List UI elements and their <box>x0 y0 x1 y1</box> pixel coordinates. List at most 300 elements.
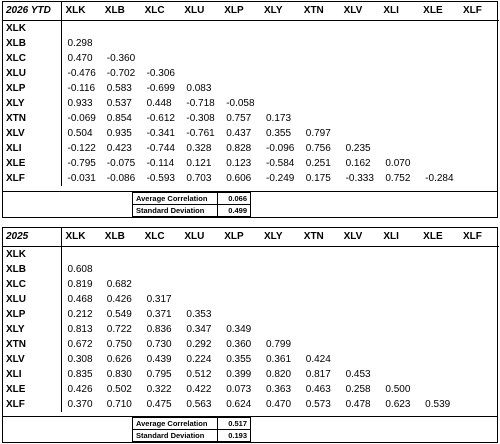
correlation-cell: -0.476 <box>67 68 96 79</box>
empty-cell <box>180 292 220 307</box>
summary-stats <box>132 417 251 442</box>
standard-deviation-value: 0.193 <box>218 430 251 442</box>
correlation-cell: -0.096 <box>265 143 295 154</box>
correlation-cell: 0.933 <box>67 98 93 109</box>
empty-cell <box>141 21 181 37</box>
correlation-cell: -0.612 <box>146 113 175 124</box>
correlation-cell: 0.423 <box>106 143 132 154</box>
correlation-cell: -0.306 <box>146 68 175 79</box>
empty-cell <box>379 21 419 37</box>
matrix-row <box>3 322 499 337</box>
empty-cell <box>459 337 499 352</box>
empty-cell <box>340 247 380 263</box>
column-header: XLI <box>379 228 419 247</box>
matrix-title: 2026 YTD <box>3 2 61 21</box>
correlation-cell: 0.836 <box>146 324 172 335</box>
correlation-cell: 0.453 <box>345 369 371 380</box>
average-correlation-row <box>133 193 251 205</box>
matrix-row <box>3 36 499 51</box>
column-header: XLF <box>459 2 499 21</box>
empty-cell <box>141 277 181 292</box>
empty-cell <box>379 292 419 307</box>
empty-cell <box>419 337 459 352</box>
empty-cell <box>220 51 260 66</box>
empty-cell <box>459 171 499 186</box>
empty-cell <box>340 307 380 322</box>
matrix-row <box>3 277 499 292</box>
row-label: XLY <box>3 322 61 337</box>
matrix-row <box>3 126 499 141</box>
empty-cell <box>101 262 141 277</box>
row-label: XLF <box>3 397 61 412</box>
correlation-cell: 0.795 <box>146 369 172 380</box>
correlation-cell: 0.672 <box>67 339 93 350</box>
correlation-cell: 0.623 <box>385 399 411 410</box>
correlation-cell: -0.249 <box>265 173 295 184</box>
empty-cell <box>459 307 499 322</box>
empty-cell <box>459 367 499 382</box>
empty-cell <box>340 262 380 277</box>
correlation-cell: 0.258 <box>345 384 371 395</box>
correlation-cell: 0.830 <box>106 369 132 380</box>
empty-cell <box>459 262 499 277</box>
correlation-cell: 0.212 <box>67 309 93 320</box>
correlation-cell: -0.075 <box>106 158 136 169</box>
empty-cell <box>340 36 380 51</box>
empty-cell <box>340 51 380 66</box>
row-label: XTN <box>3 111 61 126</box>
matrix-row <box>3 156 499 171</box>
correlation-matrix <box>3 2 499 186</box>
empty-cell <box>300 96 340 111</box>
empty-cell <box>419 292 459 307</box>
empty-cell <box>459 277 499 292</box>
correlation-cell: 0.251 <box>305 158 331 169</box>
empty-cell <box>419 247 459 263</box>
matrix-row <box>3 21 499 37</box>
correlation-cell: -0.086 <box>106 173 136 184</box>
matrix-row <box>3 247 499 263</box>
correlation-cell: 0.817 <box>305 369 331 380</box>
matrix-header-row <box>3 228 499 247</box>
correlation-cell: -0.114 <box>146 158 175 169</box>
empty-cell <box>300 262 340 277</box>
correlation-cell: -0.031 <box>67 173 96 184</box>
empty-cell <box>379 81 419 96</box>
empty-cell <box>260 322 300 337</box>
correlation-cell: 0.448 <box>146 98 172 109</box>
empty-cell <box>459 96 499 111</box>
correlation-cell: 0.624 <box>226 399 252 410</box>
correlation-cell: 0.308 <box>67 354 93 365</box>
matrix-row <box>3 96 499 111</box>
row-label: XLV <box>3 126 61 141</box>
row-label: XTN <box>3 337 61 352</box>
correlation-cell: -0.341 <box>146 128 175 139</box>
empty-cell <box>379 66 419 81</box>
matrix-row <box>3 66 499 81</box>
matrix-row <box>3 382 499 397</box>
row-label: XLC <box>3 277 61 292</box>
column-header: XLE <box>419 228 459 247</box>
empty-cell <box>101 247 141 263</box>
correlation-cell: 0.371 <box>146 309 172 320</box>
empty-cell <box>419 96 459 111</box>
correlation-cell: 0.608 <box>67 264 93 275</box>
correlation-cell: 0.682 <box>106 279 132 290</box>
correlation-cell: 0.426 <box>106 294 132 305</box>
correlation-cell: 0.347 <box>186 324 212 335</box>
column-header: XLU <box>180 228 220 247</box>
empty-cell <box>459 322 499 337</box>
empty-cell <box>419 322 459 337</box>
matrix-row <box>3 111 499 126</box>
average-correlation-value: 0.517 <box>218 418 251 430</box>
correlation-cell: 0.819 <box>67 279 93 290</box>
correlation-cell: 0.710 <box>106 399 132 410</box>
empty-cell <box>459 156 499 171</box>
correlation-cell: 0.162 <box>345 158 371 169</box>
correlation-cell: 0.437 <box>226 128 252 139</box>
correlation-cell: 0.328 <box>186 143 212 154</box>
empty-cell <box>220 21 260 37</box>
matrix-row <box>3 292 499 307</box>
empty-cell <box>300 337 340 352</box>
empty-cell <box>220 66 260 81</box>
empty-cell <box>419 81 459 96</box>
correlation-cell: 0.573 <box>305 399 331 410</box>
empty-cell <box>379 322 419 337</box>
correlation-cell: 0.123 <box>226 158 252 169</box>
empty-cell <box>220 247 260 263</box>
empty-cell <box>101 21 141 37</box>
empty-cell <box>141 247 181 263</box>
row-label: XLY <box>3 96 61 111</box>
correlation-cell: 0.224 <box>186 354 212 365</box>
empty-cell <box>141 36 181 51</box>
empty-cell <box>340 96 380 111</box>
summary-stats <box>132 192 251 217</box>
correlation-cell: 0.426 <box>67 384 93 395</box>
empty-cell <box>260 81 300 96</box>
empty-cell <box>340 337 380 352</box>
empty-cell <box>459 382 499 397</box>
empty-cell <box>459 247 499 263</box>
column-header: XLF <box>459 228 499 247</box>
correlation-cell: 0.820 <box>265 369 292 380</box>
correlation-cell: 0.537 <box>106 98 132 109</box>
correlation-cell: 0.463 <box>305 384 331 395</box>
empty-cell <box>260 51 300 66</box>
empty-cell <box>220 81 260 96</box>
correlation-cell: -0.116 <box>67 83 96 94</box>
correlation-cell: 0.512 <box>186 369 212 380</box>
correlation-cell: -0.284 <box>425 173 454 184</box>
correlation-cell: 0.563 <box>186 399 212 410</box>
correlation-cell: 0.500 <box>385 384 411 395</box>
correlation-cell: 0.355 <box>265 128 292 139</box>
row-label: XLP <box>3 81 61 96</box>
empty-cell <box>379 141 419 156</box>
correlation-cell: 0.361 <box>265 354 292 365</box>
correlation-cell: -0.718 <box>186 98 215 109</box>
empty-cell <box>300 111 340 126</box>
correlation-cell: -0.744 <box>146 143 175 154</box>
empty-cell <box>260 292 300 307</box>
empty-cell <box>101 36 141 51</box>
empty-cell <box>300 36 340 51</box>
empty-cell <box>419 141 459 156</box>
correlation-cell: -0.333 <box>345 173 374 184</box>
correlation-cell: 0.854 <box>106 113 132 124</box>
correlation-cell: 0.475 <box>146 399 172 410</box>
matrix-header-row <box>3 2 499 21</box>
correlation-cell: 0.370 <box>67 399 93 410</box>
column-header: XTN <box>300 2 340 21</box>
empty-cell <box>300 81 340 96</box>
standard-deviation-row <box>133 205 251 217</box>
column-header: XLK <box>61 228 101 247</box>
empty-cell <box>340 66 380 81</box>
column-header: XTN <box>300 228 340 247</box>
empty-cell <box>300 247 340 263</box>
row-label: XLI <box>3 367 61 382</box>
empty-cell <box>379 367 419 382</box>
correlation-cell: 0.539 <box>425 399 451 410</box>
correlation-cell: 0.422 <box>186 384 212 395</box>
empty-cell <box>180 247 220 263</box>
correlation-cell: 0.502 <box>106 384 132 395</box>
correlation-cell: 0.722 <box>106 324 132 335</box>
column-header: XLU <box>180 2 220 21</box>
matrix-row <box>3 171 499 186</box>
column-header: XLE <box>419 2 459 21</box>
ytd-correlation-block <box>2 1 498 218</box>
row-label: XLI <box>3 141 61 156</box>
correlation-cell: -0.699 <box>146 83 175 94</box>
correlation-cell: -0.795 <box>67 158 96 169</box>
correlation-cell: -0.761 <box>186 128 215 139</box>
correlation-cell: 0.606 <box>226 173 252 184</box>
empty-cell <box>459 51 499 66</box>
empty-cell <box>379 307 419 322</box>
matrix-row <box>3 367 499 382</box>
empty-cell <box>379 111 419 126</box>
empty-cell <box>419 66 459 81</box>
correlation-cell: 0.353 <box>186 309 212 320</box>
row-label: XLK <box>3 21 61 37</box>
empty-cell <box>220 292 260 307</box>
column-header: XLV <box>340 2 380 21</box>
empty-cell <box>141 51 181 66</box>
row-label: XLB <box>3 262 61 277</box>
empty-cell <box>340 322 380 337</box>
correlation-cell: 0.797 <box>305 128 331 139</box>
row-label: XLK <box>3 247 61 263</box>
row-label: XLU <box>3 66 61 81</box>
correlation-cell: 0.828 <box>226 143 252 154</box>
column-header: XLP <box>220 228 260 247</box>
correlation-cell: -0.058 <box>226 98 255 109</box>
correlation-cell: 0.813 <box>67 324 93 335</box>
correlation-cell: 0.470 <box>265 399 292 410</box>
empty-cell <box>340 292 380 307</box>
empty-cell <box>260 36 300 51</box>
empty-cell <box>419 51 459 66</box>
correlation-cell: 0.121 <box>186 158 212 169</box>
average-correlation-label: Average Correlation <box>133 193 218 205</box>
correlation-cell: 0.317 <box>146 294 172 305</box>
y2025-correlation-block <box>2 227 498 443</box>
correlation-cell: 0.083 <box>186 83 212 94</box>
matrix-row <box>3 352 499 367</box>
empty-cell <box>300 277 340 292</box>
matrix-row <box>3 141 499 156</box>
empty-cell <box>419 126 459 141</box>
empty-cell <box>180 66 220 81</box>
empty-cell <box>180 262 220 277</box>
empty-cell <box>379 96 419 111</box>
empty-cell <box>419 156 459 171</box>
correlation-cell: 0.349 <box>226 324 252 335</box>
column-header: XLY <box>260 2 300 21</box>
empty-cell <box>220 262 260 277</box>
empty-cell <box>419 307 459 322</box>
column-header: XLI <box>379 2 419 21</box>
empty-cell <box>340 81 380 96</box>
column-header: XLK <box>61 2 101 21</box>
row-label: XLE <box>3 156 61 171</box>
empty-cell <box>180 36 220 51</box>
empty-cell <box>61 21 101 37</box>
empty-cell <box>419 367 459 382</box>
empty-cell <box>300 21 340 37</box>
column-header: XLP <box>220 2 260 21</box>
empty-cell <box>419 21 459 37</box>
correlation-cell: -0.702 <box>106 68 136 79</box>
correlation-cell: -0.593 <box>146 173 175 184</box>
correlation-cell: 0.173 <box>265 113 292 124</box>
empty-cell <box>419 277 459 292</box>
matrix-row <box>3 51 499 66</box>
correlation-cell: 0.355 <box>226 354 252 365</box>
average-correlation-label: Average Correlation <box>133 418 218 430</box>
correlation-cell: -0.584 <box>265 158 295 169</box>
correlation-cell: 0.360 <box>226 339 252 350</box>
empty-cell <box>459 21 499 37</box>
correlation-cell: 0.292 <box>186 339 212 350</box>
empty-cell <box>300 51 340 66</box>
correlation-cell: -0.069 <box>67 113 96 124</box>
empty-cell <box>459 352 499 367</box>
empty-cell <box>300 307 340 322</box>
empty-cell <box>260 247 300 263</box>
matrix-row <box>3 262 499 277</box>
correlation-cell: 0.703 <box>186 173 212 184</box>
empty-cell <box>419 382 459 397</box>
empty-cell <box>459 126 499 141</box>
correlation-cell: 0.730 <box>146 339 172 350</box>
correlation-cell: 0.363 <box>265 384 292 395</box>
empty-cell <box>220 36 260 51</box>
standard-deviation-label: Standard Deviation <box>133 430 218 442</box>
empty-cell <box>379 247 419 263</box>
correlation-cell: 0.298 <box>67 38 93 49</box>
row-label: XLF <box>3 171 61 186</box>
empty-cell <box>61 247 101 263</box>
empty-cell <box>260 262 300 277</box>
standard-deviation-label: Standard Deviation <box>133 205 218 217</box>
empty-cell <box>379 262 419 277</box>
empty-cell <box>260 66 300 81</box>
empty-cell <box>459 66 499 81</box>
empty-cell <box>180 21 220 37</box>
correlation-cell: 0.478 <box>345 399 371 410</box>
row-label: XLV <box>3 352 61 367</box>
empty-cell <box>340 111 380 126</box>
empty-cell <box>379 277 419 292</box>
empty-cell <box>459 141 499 156</box>
correlation-cell: 0.752 <box>385 173 411 184</box>
column-header: XLC <box>141 2 181 21</box>
empty-cell <box>419 352 459 367</box>
row-label: XLE <box>3 382 61 397</box>
correlation-cell: 0.835 <box>67 369 93 380</box>
correlation-cell: 0.399 <box>226 369 252 380</box>
empty-cell <box>459 81 499 96</box>
matrix-row <box>3 81 499 96</box>
empty-cell <box>260 307 300 322</box>
empty-cell <box>340 352 380 367</box>
empty-cell <box>340 126 380 141</box>
column-header: XLC <box>141 228 181 247</box>
row-label: XLP <box>3 307 61 322</box>
correlation-cell: -0.122 <box>67 143 96 154</box>
empty-cell <box>419 111 459 126</box>
correlation-cell: 0.073 <box>226 384 252 395</box>
empty-cell <box>180 51 220 66</box>
empty-cell <box>260 96 300 111</box>
correlation-cell: 0.468 <box>67 294 93 305</box>
empty-cell <box>180 277 220 292</box>
correlation-cell: 0.750 <box>106 339 132 350</box>
empty-cell <box>379 51 419 66</box>
empty-cell <box>220 307 260 322</box>
standard-deviation-row <box>133 430 251 442</box>
average-correlation-value: 0.066 <box>218 193 251 205</box>
empty-cell <box>260 21 300 37</box>
column-header: XLY <box>260 228 300 247</box>
empty-cell <box>379 36 419 51</box>
correlation-matrix <box>3 228 499 412</box>
average-correlation-row <box>133 418 251 430</box>
correlation-cell: 0.470 <box>67 53 93 64</box>
empty-cell <box>340 21 380 37</box>
correlation-cell: 0.583 <box>106 83 132 94</box>
row-label: XLU <box>3 292 61 307</box>
empty-cell <box>300 66 340 81</box>
empty-cell <box>419 262 459 277</box>
empty-cell <box>419 36 459 51</box>
correlation-cell: 0.935 <box>106 128 132 139</box>
column-header: XLB <box>101 228 141 247</box>
correlation-cell: 0.235 <box>345 143 371 154</box>
row-label: XLB <box>3 36 61 51</box>
empty-cell <box>220 277 260 292</box>
correlation-cell: 0.549 <box>106 309 132 320</box>
correlation-cell: 0.322 <box>146 384 172 395</box>
column-header: XLB <box>101 2 141 21</box>
